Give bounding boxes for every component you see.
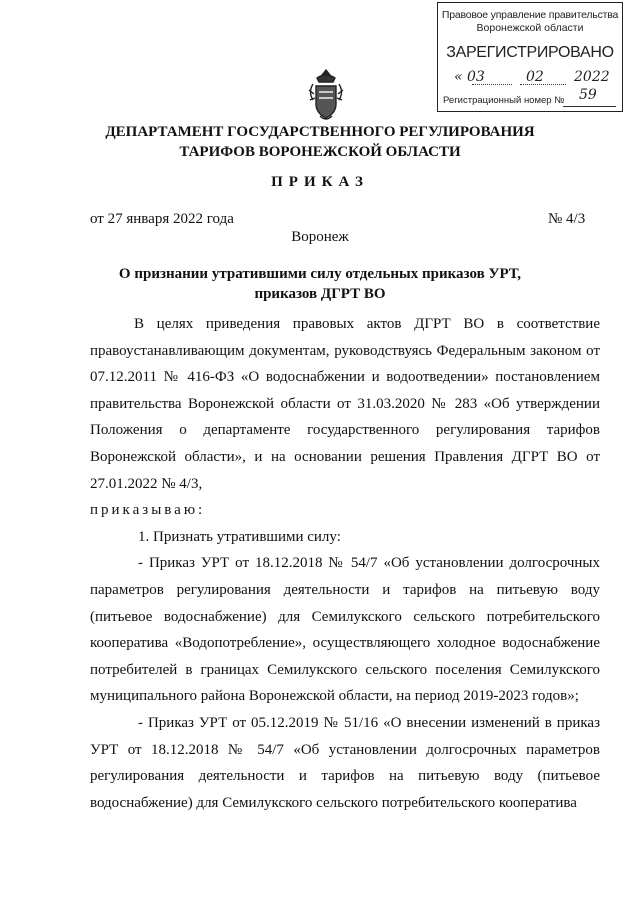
subject-line2: приказов ДГРТ ВО bbox=[254, 286, 386, 302]
coat-of-arms-icon bbox=[305, 66, 347, 124]
subject-line1: О признании утратившими силу отдельных приказов УРТ, bbox=[118, 266, 522, 282]
order-verb: приказываю: bbox=[90, 502, 206, 519]
sub-item-2: - Приказ УРТ от 05.12.2019 № 51/16 «О внесении изменений в приказ УРТ от 18.12.2018 № 54/7 «Об установлении долгосрочных параметров регулирования деятельности и тарифов на питьевую воду (питьевое водоснабжение) для Семилукского сельского потребительского кооператива bbox=[90, 714, 600, 811]
stamp-reg-label: Регистрационный номер № bbox=[443, 95, 565, 106]
stamp-month: 02 bbox=[526, 69, 544, 85]
order-subject bbox=[0, 264, 640, 304]
stamp-authority-line1: Правовое управление правительства bbox=[441, 9, 619, 21]
order-city: Воронеж bbox=[291, 229, 349, 245]
order-number: № 4/3 bbox=[548, 211, 586, 227]
sub-item-1: - Приказ УРТ от 18.12.2018 № 54/7 «Об установлении долгосрочных параметров регулирования деятельности и тарифов на питьевую воду (питьевое водоснабжение) для Семилукского сельского потребительского кооператива «Водопотребление», осуществляющего холодное водоснабжение потребителей в границах Семилукского сельского поселения Семилукского муниципального района Воронежской области, на период 2019-2023 годов»; bbox=[90, 555, 600, 705]
stamp-day: « 03 bbox=[454, 69, 485, 85]
order-heading: ПРИКАЗ bbox=[271, 174, 369, 190]
order-date: от 27 января 2022 года bbox=[90, 211, 234, 227]
stamp-reg-number: 59 bbox=[579, 87, 597, 103]
item-1: 1. Признать утратившими силу: bbox=[138, 528, 341, 545]
department-line2: ТАРИФОВ ВОРОНЕЖСКОЙ ОБЛАСТИ bbox=[179, 144, 461, 160]
registration-stamp bbox=[437, 2, 623, 112]
stamp-date bbox=[450, 69, 612, 87]
stamp-year: 2022 bbox=[574, 69, 610, 85]
stamp-authority-line2: Воронежской области bbox=[476, 22, 584, 34]
preamble-paragraph: В целях приведения правовых актов ДГРТ ВО в соответствие правоустанавливающим документам, руководствуясь Федеральным законом от 07.12.2011 № 416-ФЗ «О водоснабжении и водоотведении» постановлением правительства Воронежской области от 31.03.2020 № 283 «Об утверждении Положения о департаменте государственного регулирования тарифов Воронежской области», и на основании решения Правления ДГРТ ВО от 27.01.2022 № 4/3, bbox=[90, 316, 600, 492]
department-title bbox=[0, 122, 640, 162]
department-line1: ДЕПАРТАМЕНТ ГОСУДАРСТВЕННОГО РЕГУЛИРОВАНИЯ bbox=[105, 124, 535, 140]
stamp-status: ЗАРЕГИСТРИРОВАНО bbox=[446, 44, 614, 61]
order-body bbox=[90, 311, 600, 816]
